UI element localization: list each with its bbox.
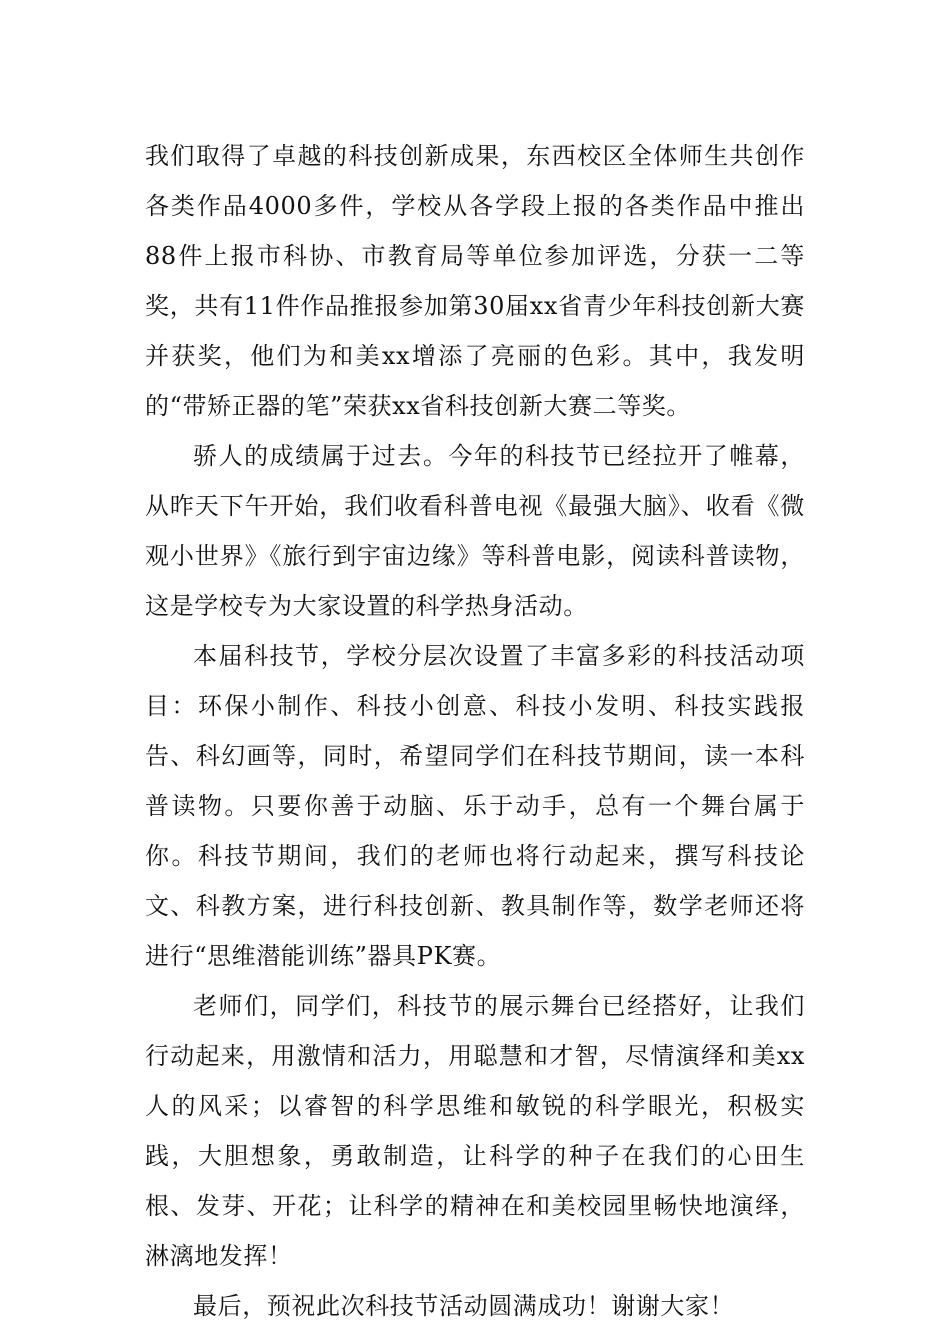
- paragraph-closing: 最后，预祝此次科技节活动圆满成功！谢谢大家！: [193, 1292, 735, 1320]
- paragraph-warmup-activities: 骄人的成绩属于过去。今年的科技节已经拉开了帷幕，从昨天下午开始，我们收看科普电视《最强大脑》、收看《微观小世界》《旅行到宇宙边缘》等科普电影，阅读科普读物，这是学校专为大家设置的科学热身活动。: [145, 442, 805, 620]
- paragraph-call-to-action: 老师们，同学们，科技节的展示舞台已经搭好，让我们行动起来，用激情和活力，用聪慧和才智，尽情演绎和美xx人的风采；以睿智的科学思维和敏锐的科学眼光，积极实践，大胆想象，勇敢制造，让科学的种子在我们的心田生根、发芽、开花；让科学的精神在和美校园里畅快地演绎，淋漓地发挥！: [145, 992, 805, 1270]
- document-body: [145, 131, 805, 1331]
- paragraph-achievements: 我们取得了卓越的科技创新成果，东西校区全体师生共创作各类作品4000多件，学校从各学段上报的各类作品中推出88件上报市科协、市教育局等单位参加评选，分获一二等奖，共有11件作品推报参加第30届xx省青少年科技创新大赛并获奖，他们为和美xx增添了亮丽的色彩。其中，我发明的“带矫正器的笔”荣获xx省科技创新大赛二等奖。: [145, 142, 805, 420]
- paragraph-festival-projects: 本届科技节，学校分层次设置了丰富多彩的科技活动项目：环保小制作、科技小创意、科技小发明、科技实践报告、科幻画等，同时，希望同学们在科技节期间，读一本科普读物。只要你善于动脑、乐于动手，总有一个舞台属于你。科技节期间，我们的老师也将行动起来，撰写科技论文、科教方案，进行科技创新、教具制作等，数学老师还将进行“思维潜能训练”器具PK赛。: [145, 642, 805, 970]
